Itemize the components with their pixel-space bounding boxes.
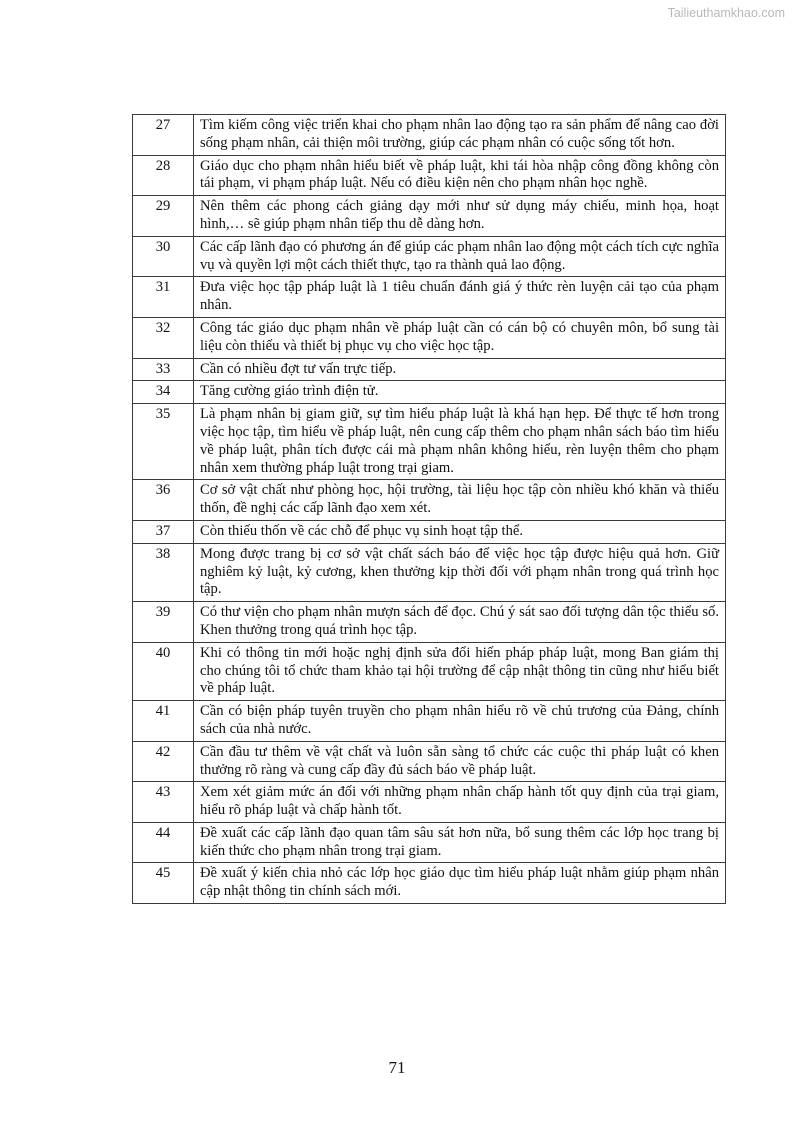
row-number: 35 <box>133 404 194 480</box>
row-number: 41 <box>133 701 194 742</box>
table-row <box>133 741 726 782</box>
row-text: Tăng cường giáo trình điện tử. <box>194 381 726 404</box>
feedback-table <box>132 114 726 904</box>
row-text: Đề xuất các cấp lãnh đạo quan tâm sâu sát hơn nữa, bổ sung thêm các lớp học trang bị kiến thức cho phạm nhân trong trại giam. <box>194 822 726 863</box>
row-number: 40 <box>133 642 194 700</box>
row-text: Cần có nhiều đợt tư vấn trực tiếp. <box>194 358 726 381</box>
watermark-text: Tailieuthamkhao.com <box>667 6 785 20</box>
row-number: 44 <box>133 822 194 863</box>
row-text: Tìm kiếm công việc triển khai cho phạm nhân lao động tạo ra sản phẩm để nâng cao đời sống phạm nhân, cải thiện môi trường, giúp các phạm nhân có cuộc sống tốt hơn. <box>194 115 726 156</box>
feedback-table-body <box>133 115 726 904</box>
table-row <box>133 822 726 863</box>
row-number: 28 <box>133 155 194 196</box>
table-row <box>133 155 726 196</box>
table-row <box>133 602 726 643</box>
row-text: Là phạm nhân bị giam giữ, sự tìm hiểu pháp luật là khá hạn hẹp. Để thực tế hơn trong việc học tập, tìm hiểu về pháp luật, nên cung cấp thêm cho phạm nhân sách báo tìm hiểu về pháp luật, phân tích được cái mà phạm nhân không hiểu, rèn luyện thêm cho phạm nhân xem thường pháp luật trong trại giam. <box>194 404 726 480</box>
row-text: Cơ sở vật chất như phòng học, hội trường, tài liệu học tập còn nhiều khó khăn và thiếu thốn, đề nghị các cấp lãnh đạo xem xét. <box>194 480 726 521</box>
row-number: 32 <box>133 317 194 358</box>
row-text: Nên thêm các phong cách giảng dạy mới như sử dụng máy chiếu, minh họa, hoạt hình,… sẽ giúp phạm nhân tiếp thu dễ dàng hơn. <box>194 196 726 237</box>
row-number: 29 <box>133 196 194 237</box>
table-row <box>133 543 726 601</box>
table-row <box>133 404 726 480</box>
row-number: 31 <box>133 277 194 318</box>
table-row <box>133 642 726 700</box>
row-text: Đưa việc học tập pháp luật là 1 tiêu chuẩn đánh giá ý thức rèn luyện cải tạo của phạm nhân. <box>194 277 726 318</box>
row-text: Cần đầu tư thêm về vật chất và luôn sẵn sàng tổ chức các cuộc thi pháp luật có khen thưởng rõ ràng và cung cấp đầy đủ sách báo về pháp luật. <box>194 741 726 782</box>
table-row <box>133 317 726 358</box>
row-text: Các cấp lãnh đạo có phương án để giúp các phạm nhân lao động một cách tích cực nghĩa vụ và quyền lợi một cách thiết thực, tạo ra thành quả lao động. <box>194 236 726 277</box>
row-number: 33 <box>133 358 194 381</box>
table-row <box>133 701 726 742</box>
row-number: 39 <box>133 602 194 643</box>
row-number: 36 <box>133 480 194 521</box>
row-text: Khi có thông tin mới hoặc nghị định sửa đổi hiến pháp pháp luật, mong Ban giám thị cho chúng tôi tổ chức tham khảo tại hội trường để cập nhật thông tin cũng như hiểu biết về pháp luật. <box>194 642 726 700</box>
row-text: Cần có biện pháp tuyên truyền cho phạm nhân hiểu rõ về chủ trương của Đảng, chính sách của nhà nước. <box>194 701 726 742</box>
table-row <box>133 480 726 521</box>
row-text: Mong được trang bị cơ sở vật chất sách báo để việc học tập được hiệu quả hơn. Giữ nghiêm kỷ luật, kỷ cương, khen thưởng kịp thời đối với phạm nhân trong quá trình học tập. <box>194 543 726 601</box>
row-number: 45 <box>133 863 194 904</box>
row-number: 34 <box>133 381 194 404</box>
row-text: Còn thiếu thốn về các chỗ để phục vụ sinh hoạt tập thể. <box>194 520 726 543</box>
table-row <box>133 196 726 237</box>
table-row <box>133 863 726 904</box>
table-row <box>133 520 726 543</box>
table-row <box>133 277 726 318</box>
row-text: Công tác giáo dục phạm nhân về pháp luật cần có cán bộ có chuyên môn, bổ sung tài liệu còn thiếu và thiết bị phục vụ cho việc học tập. <box>194 317 726 358</box>
row-number: 37 <box>133 520 194 543</box>
table-row <box>133 236 726 277</box>
row-number: 30 <box>133 236 194 277</box>
page-number: 71 <box>388 1058 406 1077</box>
row-number: 42 <box>133 741 194 782</box>
table-row <box>133 381 726 404</box>
table-row <box>133 115 726 156</box>
table-row <box>133 782 726 823</box>
row-text: Đề xuất ý kiến chia nhỏ các lớp học giáo dục tìm hiểu pháp luật nhằm giúp phạm nhân cập nhật thông tin chính sách mới. <box>194 863 726 904</box>
table-row <box>133 358 726 381</box>
row-number: 43 <box>133 782 194 823</box>
row-number: 27 <box>133 115 194 156</box>
row-text: Xem xét giảm mức án đối với những phạm nhân chấp hành tốt quy định của trại giam, hiểu rõ pháp luật và chấp hành tốt. <box>194 782 726 823</box>
row-number: 38 <box>133 543 194 601</box>
row-text: Có thư viện cho phạm nhân mượn sách để đọc. Chú ý sát sao đối tượng dân tộc thiểu số. Khen thưởng trong quá trình học tập. <box>194 602 726 643</box>
row-text: Giáo dục cho phạm nhân hiểu biết về pháp luật, khi tái hòa nhập công đồng không còn tái phạm, vi phạm pháp luật. Nếu có điều kiện nên cho phạm nhân học nghề. <box>194 155 726 196</box>
